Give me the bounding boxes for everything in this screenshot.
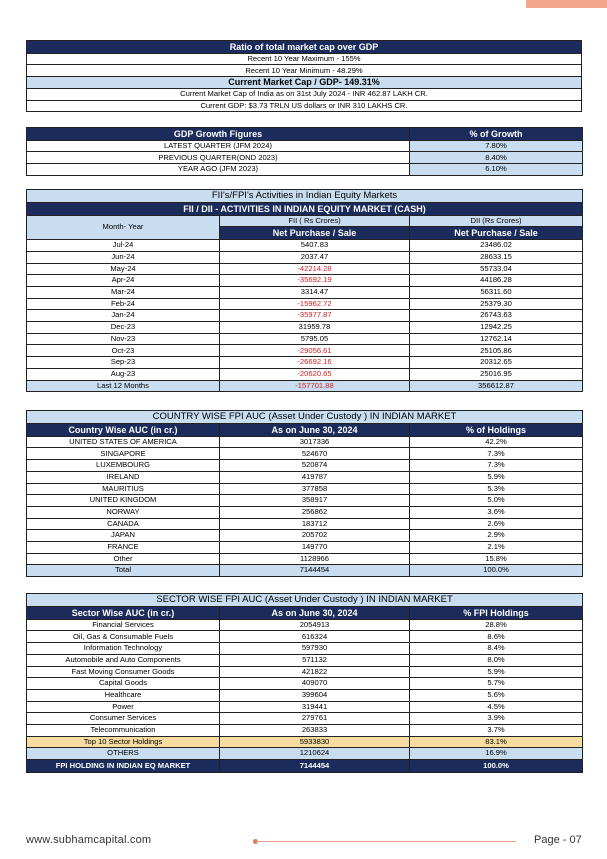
table-row [27, 643, 583, 655]
fii-row-dii: 25016.95 [410, 368, 583, 380]
country-row-pct: 7.3% [410, 448, 583, 460]
table-row [27, 310, 583, 322]
sector-row-name: Telecommunication [27, 724, 220, 736]
gdp-growth-table [26, 127, 583, 176]
country-row-name: JAPAN [27, 530, 220, 542]
sector-row-value: 571132 [220, 654, 410, 666]
fii-row-month: Feb-24 [27, 298, 220, 310]
fii-row-dii: 44186.28 [410, 275, 583, 287]
table-row [27, 471, 583, 483]
table-row [27, 164, 583, 176]
table-row [27, 357, 583, 369]
country-row-pct: 5.9% [410, 471, 583, 483]
ratio-current: Current Market Cap / GDP- 149.31% [27, 77, 582, 89]
fii-row-fii: -29056.61 [220, 345, 410, 357]
country-row-pct: 2.6% [410, 518, 583, 530]
fii-dii-table [26, 189, 583, 392]
sector-row-name: Oil, Gas & Consumable Fuels [27, 631, 220, 643]
sector-row-name: Capital Goods [27, 678, 220, 690]
table-row [27, 713, 583, 725]
fii-row-month: Jun-24 [27, 251, 220, 263]
sector-top10-value: 5933830 [220, 736, 410, 748]
sector-col1: Sector Wise AUC (in cr.) [27, 607, 220, 620]
sector-row-name: Healthcare [27, 689, 220, 701]
fii-row-dii: 12762.14 [410, 333, 583, 345]
country-col1: Country Wise AUC (in cr.) [27, 424, 220, 437]
fii-row-fii: -20620.65 [220, 368, 410, 380]
sector-row-value: 2054913 [220, 619, 410, 631]
table-row [27, 460, 583, 472]
sector-row-value: 319441 [220, 701, 410, 713]
country-col2: As on June 30, 2024 [220, 424, 410, 437]
gdp-row-value: 8.40% [410, 152, 583, 164]
table-row [27, 345, 583, 357]
sector-col2: As on June 30, 2024 [220, 607, 410, 620]
sector-row-name: Power [27, 701, 220, 713]
country-row-value: 205702 [220, 530, 410, 542]
gdp-row-label: LATEST QUARTER (JFM 2024) [27, 140, 410, 152]
country-row-value: 256862 [220, 506, 410, 518]
sector-total-pct: 100.0% [410, 760, 583, 773]
country-row-pct: 2.1% [410, 541, 583, 553]
sector-row-pct: 8.4% [410, 643, 583, 655]
country-row-pct: 5.3% [410, 483, 583, 495]
fii-row-fii: -15962.72 [220, 298, 410, 310]
fii-total-label: Last 12 Months [27, 380, 220, 392]
table-row [27, 483, 583, 495]
country-row-name: LUXEMBOURG [27, 460, 220, 472]
sector-row-value: 263833 [220, 724, 410, 736]
gdp-row-value: 7.80% [410, 140, 583, 152]
country-row-name: UNITED KINGDOM [27, 495, 220, 507]
table-row [27, 495, 583, 507]
fii-row-month: Sep-23 [27, 357, 220, 369]
table-row [27, 436, 583, 448]
fii-row-dii: 26743.63 [410, 310, 583, 322]
sector-row-value: 421822 [220, 666, 410, 678]
fii-row-fii: -26692.16 [220, 357, 410, 369]
fii-row-month: May-24 [27, 263, 220, 275]
fii-row-dii: 23486.02 [410, 240, 583, 252]
table-row [27, 263, 583, 275]
sector-col3: % FPI Holdings [410, 607, 583, 620]
table-row [27, 322, 583, 334]
fii-net-label: Net Purchase / Sale [220, 227, 410, 240]
table-row [27, 619, 583, 631]
fii-month-year: Month- Year [27, 215, 220, 239]
fii-row-month: Jan-24 [27, 310, 220, 322]
country-row-value: 377858 [220, 483, 410, 495]
sector-row-value: 409070 [220, 678, 410, 690]
country-row-pct: 2.9% [410, 530, 583, 542]
sector-row-name: Fast Moving Consumer Goods [27, 666, 220, 678]
fii-total-value: -157701.88 [220, 380, 410, 392]
fii-head: FII ( Rs Crores) [220, 215, 410, 227]
sector-row-pct: 28.8% [410, 619, 583, 631]
country-row-pct: 5.0% [410, 495, 583, 507]
table-row [27, 368, 583, 380]
table-row [27, 518, 583, 530]
sector-row-name: Financial Services [27, 619, 220, 631]
dii-net-label: Net Purchase / Sale [410, 227, 583, 240]
table-row [27, 333, 583, 345]
country-row-name: Other [27, 553, 220, 565]
ratio-mcap: Current Market Cap of India as on 31st July 2024 - INR 462.87 LAKH CR. [27, 88, 582, 100]
country-row-pct: 42.2% [410, 436, 583, 448]
country-row-value: 149770 [220, 541, 410, 553]
page-number: Page - 07 [534, 834, 582, 846]
table-row [27, 631, 583, 643]
fii-row-dii: 25379.30 [410, 298, 583, 310]
fii-row-month: Aug-23 [27, 368, 220, 380]
country-col3: % of Holdings [410, 424, 583, 437]
fii-row-fii: 31959.78 [220, 322, 410, 334]
dii-head: DII (Rs Crores) [410, 215, 583, 227]
corner-accent-bar [526, 0, 607, 8]
table-row [27, 251, 583, 263]
fii-row-fii: -35977.87 [220, 310, 410, 322]
table-row [27, 678, 583, 690]
table-row [27, 724, 583, 736]
table-row [27, 140, 583, 152]
gdp-row-label: YEAR AGO (JFM 2023) [27, 164, 410, 176]
sector-others-pct: 16.9% [410, 748, 583, 760]
table-row [27, 448, 583, 460]
country-row-value: 520874 [220, 460, 410, 472]
ratio-max: Recent 10 Year Maximum - 155% [27, 53, 582, 65]
country-row-name: SINGAPORE [27, 448, 220, 460]
sector-row-pct: 5.9% [410, 666, 583, 678]
ratio-min: Recent 10 Year Minimum - 48.29% [27, 65, 582, 77]
fii-row-fii: 2037.47 [220, 251, 410, 263]
table-row [27, 275, 583, 287]
table-row [27, 152, 583, 164]
country-row-pct: 7.3% [410, 460, 583, 472]
ratio-title: Ratio of total market cap over GDP [27, 41, 582, 54]
fii-row-month: Mar-24 [27, 287, 220, 299]
sector-top10-label: Top 10 Sector Holdings [27, 736, 220, 748]
table-row [27, 298, 583, 310]
fii-row-month: Jul-24 [27, 240, 220, 252]
table-row [27, 541, 583, 553]
fii-row-month: Apr-24 [27, 275, 220, 287]
sector-top10-pct: 83.1% [410, 736, 583, 748]
sector-row-pct: 4.5% [410, 701, 583, 713]
country-row-name: MAURITIUS [27, 483, 220, 495]
country-row-value: 3017336 [220, 436, 410, 448]
sector-others-label: OTHERS [27, 748, 220, 760]
gdp-row-label: PREVIOUS QUARTER(OND 2023) [27, 152, 410, 164]
table-row [27, 666, 583, 678]
table-row [27, 654, 583, 666]
fii-row-fii: -35692.19 [220, 275, 410, 287]
fii-row-fii: 5407.83 [220, 240, 410, 252]
fii-subtitle: FII / DII - ACTIVITIES IN INDIAN EQUITY MARKET (CASH) [27, 203, 583, 216]
gdp-col1: GDP Growth Figures [27, 128, 410, 141]
fii-title: FII's/FPI's Activities in Indian Equity Markets [27, 190, 583, 203]
table-row [27, 240, 583, 252]
sector-row-pct: 8.0% [410, 654, 583, 666]
fii-row-month: Dec-23 [27, 322, 220, 334]
sector-row-name: Information Technology [27, 643, 220, 655]
country-row-pct: 15.8% [410, 553, 583, 565]
fii-row-fii: -42214.28 [220, 263, 410, 275]
fii-row-fii: 5795.05 [220, 333, 410, 345]
country-row-value: 358917 [220, 495, 410, 507]
country-total-pct: 100.0% [410, 565, 583, 577]
table-row [27, 530, 583, 542]
sector-row-pct: 3.9% [410, 713, 583, 725]
footer-website-link[interactable]: www.subhamcapital.com [26, 834, 152, 846]
country-title: COUNTRY WISE FPI AUC (Asset Under Custody ) IN INDIAN MARKET [27, 411, 583, 424]
sector-row-pct: 3.7% [410, 724, 583, 736]
sector-row-value: 399604 [220, 689, 410, 701]
market-cap-gdp-table [26, 40, 582, 112]
fii-row-dii: 28633.15 [410, 251, 583, 263]
country-row-name: CANADA [27, 518, 220, 530]
gdp-col2: % of Growth [410, 128, 583, 141]
sector-row-value: 616324 [220, 631, 410, 643]
ratio-gdp: Current GDP: $3.73 TRLN US dollars or INR 310 LAKHS CR. [27, 100, 582, 112]
sector-row-pct: 5.7% [410, 678, 583, 690]
country-row-value: 183712 [220, 518, 410, 530]
fii-row-month: Oct-23 [27, 345, 220, 357]
gdp-row-value: 6.10% [410, 164, 583, 176]
table-row [27, 553, 583, 565]
table-row [27, 506, 583, 518]
country-auc-table [26, 410, 583, 577]
country-row-name: NORWAY [27, 506, 220, 518]
country-row-value: 524670 [220, 448, 410, 460]
sector-auc-table [26, 593, 583, 773]
sector-row-pct: 8.6% [410, 631, 583, 643]
country-row-value: 1128966 [220, 553, 410, 565]
sector-row-value: 597930 [220, 643, 410, 655]
sector-title: SECTOR WISE FPI AUC (Asset Under Custody ) IN INDIAN MARKET [27, 594, 583, 607]
fii-row-month: Nov-23 [27, 333, 220, 345]
country-row-name: IRELAND [27, 471, 220, 483]
country-total-value: 7144454 [220, 565, 410, 577]
table-row [27, 689, 583, 701]
fii-row-dii: 12942.25 [410, 322, 583, 334]
country-row-name: UNITED STATES OF AMERICA [27, 436, 220, 448]
fii-row-dii: 55733.04 [410, 263, 583, 275]
sector-row-pct: 5.6% [410, 689, 583, 701]
sector-others-value: 1210624 [220, 748, 410, 760]
country-row-name: FRANCE [27, 541, 220, 553]
fii-row-dii: 25105.86 [410, 345, 583, 357]
sector-total-value: 7144454 [220, 760, 410, 773]
sector-row-name: Consumer Services [27, 713, 220, 725]
fii-row-dii: 56311.60 [410, 287, 583, 299]
dii-total-value: 356612.87 [410, 380, 583, 392]
fii-row-dii: 20312.65 [410, 357, 583, 369]
country-row-value: 419787 [220, 471, 410, 483]
sector-row-name: Automobile and Auto Components [27, 654, 220, 666]
sector-row-value: 279761 [220, 713, 410, 725]
footer-divider [256, 841, 516, 842]
country-total-label: Total [27, 565, 220, 577]
sector-total-label: FPI HOLDING IN INDIAN EQ MARKET [27, 760, 220, 773]
table-row [27, 287, 583, 299]
fii-row-fii: 3314.47 [220, 287, 410, 299]
country-row-pct: 3.6% [410, 506, 583, 518]
table-row [27, 701, 583, 713]
